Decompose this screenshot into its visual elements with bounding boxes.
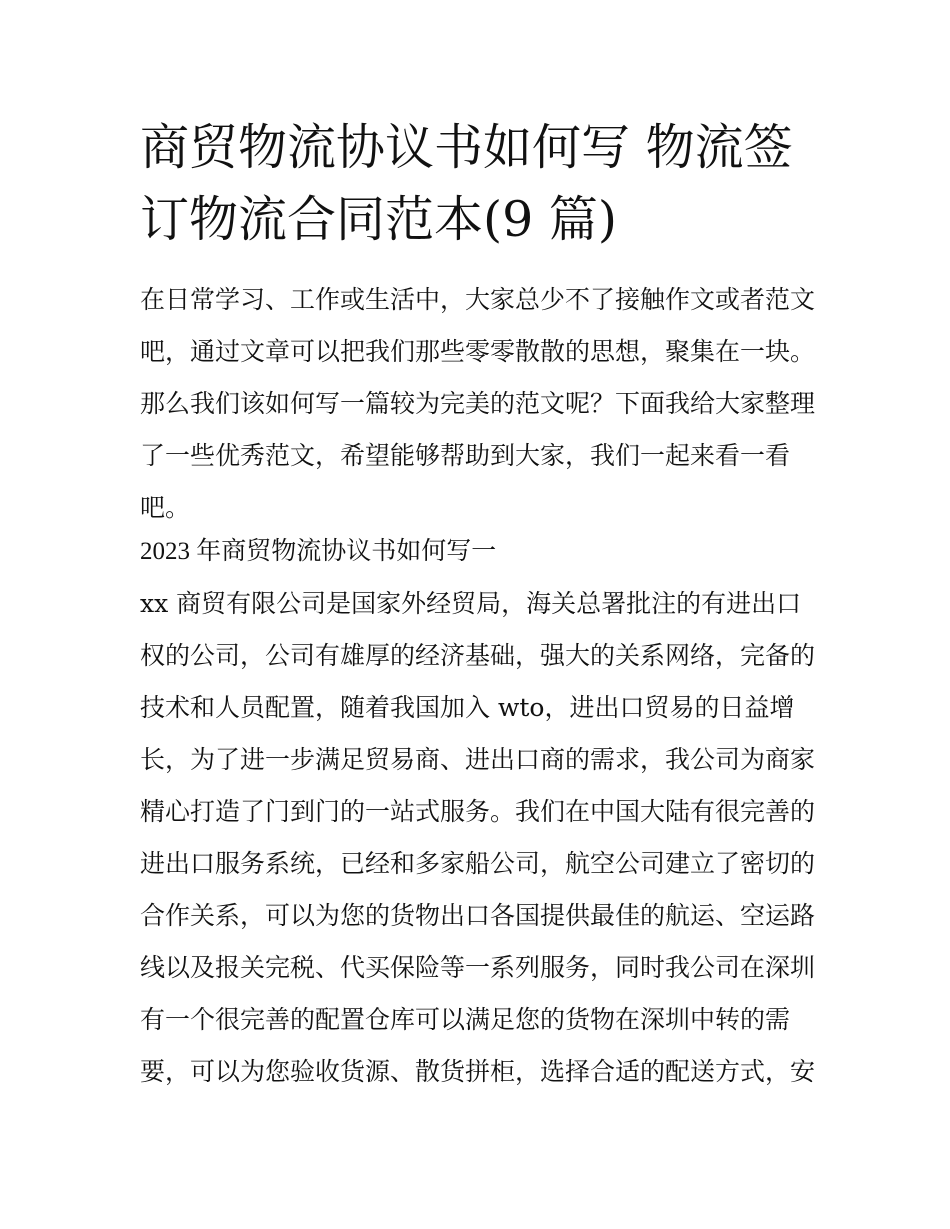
section-line: 精心打造了门到门的一站式服务。我们在中国大陆有很完善的 <box>140 797 816 826</box>
section-line: 权的公司，公司有雄厚的经济基础，强大的关系网络，完备的 <box>140 641 816 670</box>
document-title <box>140 112 820 256</box>
intro-line: 吧，通过文章可以把我们那些零零散散的思想，聚集在一块。 <box>140 337 816 366</box>
intro-line: 那么我们该如何写一篇较为完美的范文呢？下面我给大家整理 <box>140 389 816 418</box>
intro-paragraph <box>140 274 820 534</box>
section-line: 长，为了进一步满足贸易商、进出口商的需求，我公司为商家 <box>140 745 816 774</box>
section-line: 要，可以为您验收货源、散货拼柜，选择合适的配送方式，安 <box>140 1057 816 1086</box>
intro-line: 在日常学习、工作或生活中，大家总少不了接触作文或者范文 <box>140 285 816 314</box>
section-line: 进出口服务系统，已经和多家船公司，航空公司建立了密切的 <box>140 849 816 878</box>
intro-line: 了一些优秀范文，希望能够帮助到大家，我们一起来看一看 <box>140 441 791 470</box>
section-line: 线以及报关完税、代买保险等一系列服务，同时我公司在深圳 <box>140 953 816 982</box>
section-heading: 2023 年商贸物流协议书如何写一 <box>140 538 497 565</box>
section-line: xx 商贸有限公司是国家外经贸局，海关总署批注的有进出口 <box>140 589 802 618</box>
section-line: 有一个很完善的配置仓库可以满足您的货物在深圳中转的需 <box>140 1005 791 1034</box>
section-line: 技术和人员配置，随着我国加入 wto，进出口贸易的日益增 <box>140 693 795 722</box>
title-line: 商贸物流协议书如何写 物流签 <box>140 119 793 176</box>
section-line: 合作关系，可以为您的货物出口各国提供最佳的航运、空运路 <box>140 901 816 930</box>
title-line: 订物流合同范本(9 篇) <box>140 191 617 248</box>
section-paragraph <box>140 578 820 1098</box>
intro-line: 吧。 <box>140 493 191 522</box>
